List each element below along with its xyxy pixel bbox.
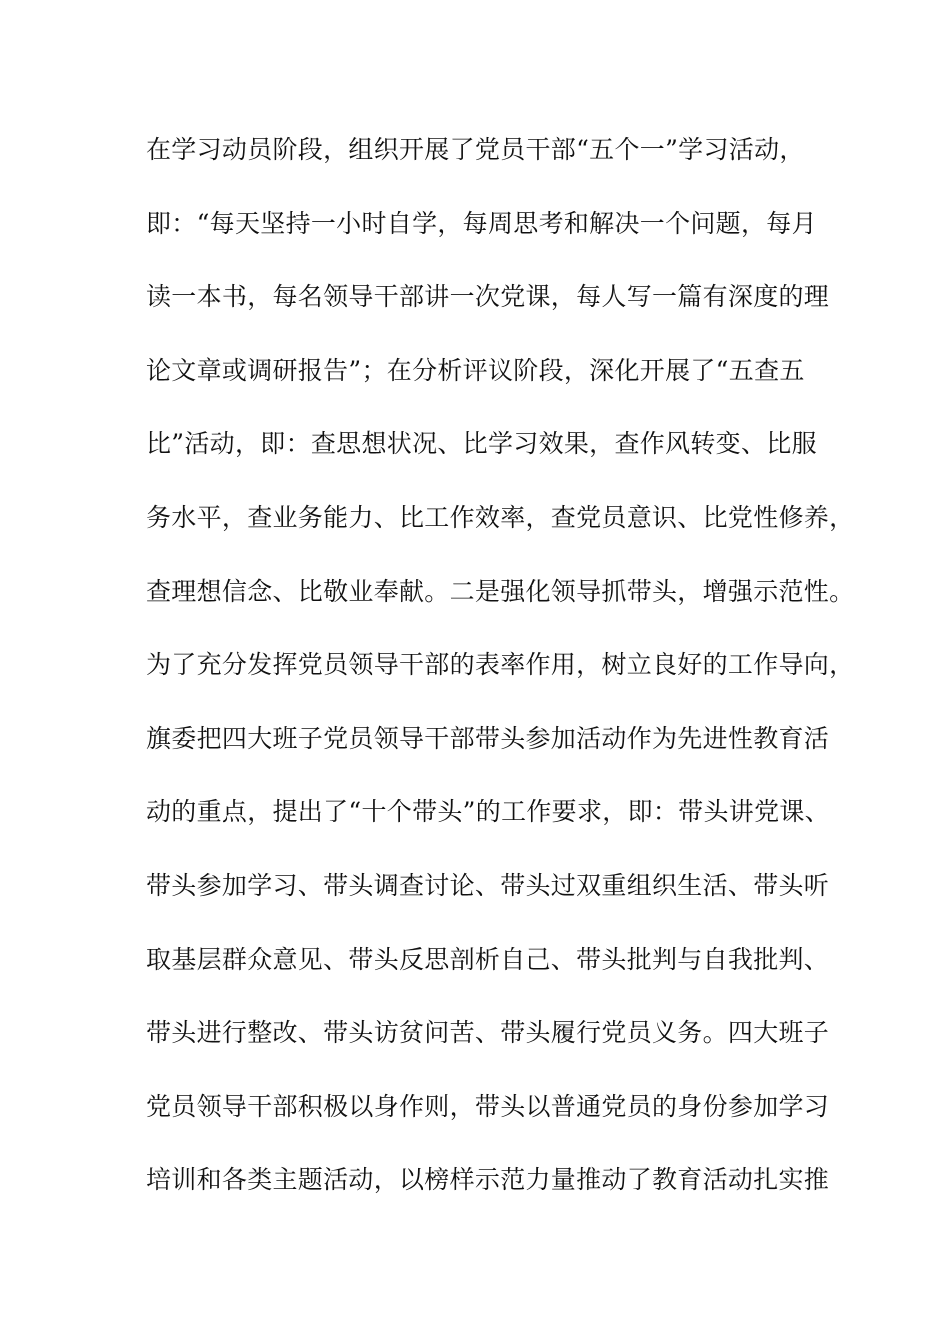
text-line: 读一本书，每名领导干部讲一次党课，每人写一篇有深度的理 <box>146 282 830 312</box>
text-line: 务水平，查业务能力、比工作效率，查党员意识、比党性修养， <box>146 502 855 532</box>
text-line: 即：“每天坚持一小时自学，每周思考和解决一个问题，每月 <box>146 208 817 238</box>
text-line: 取基层群众意见、带头反思剖析自己、带头批判与自我批判、 <box>146 944 830 974</box>
text-line: 培训和各类主题活动，以榜样示范力量推动了教育活动扎实推 <box>146 1165 830 1195</box>
text-line: 查理想信念、比敬业奉献。二是强化领导抓带头，增强示范性。 <box>146 576 855 606</box>
body-text <box>146 128 855 1232</box>
text-line: 为了充分发挥党员领导干部的表率作用，树立良好的工作导向， <box>146 650 855 680</box>
text-line: 在学习动员阶段，组织开展了党员干部“五个一”学习活动， <box>146 135 805 164</box>
text-line: 带头进行整改、带头访贫问苦、带头履行党员义务。四大班子 <box>146 1018 830 1048</box>
text-line: 党员领导干部积极以身作则，带头以普通党员的身份参加学习 <box>146 1091 830 1121</box>
text-line: 带头参加学习、带头调查讨论、带头过双重组织生活、带头听 <box>146 870 830 900</box>
text-line: 动的重点，提出了“十个带头”的工作要求，即：带头讲党课、 <box>146 797 830 827</box>
text-line: 比”活动，即：查思想状况、比学习效果，查作风转变、比服 <box>146 429 817 459</box>
text-line: 论文章或调研报告”；在分析评议阶段，深化开展了“五查五 <box>146 355 805 385</box>
text-line: 旗委把四大班子党员领导干部带头参加活动作为先进性教育活 <box>146 723 830 753</box>
